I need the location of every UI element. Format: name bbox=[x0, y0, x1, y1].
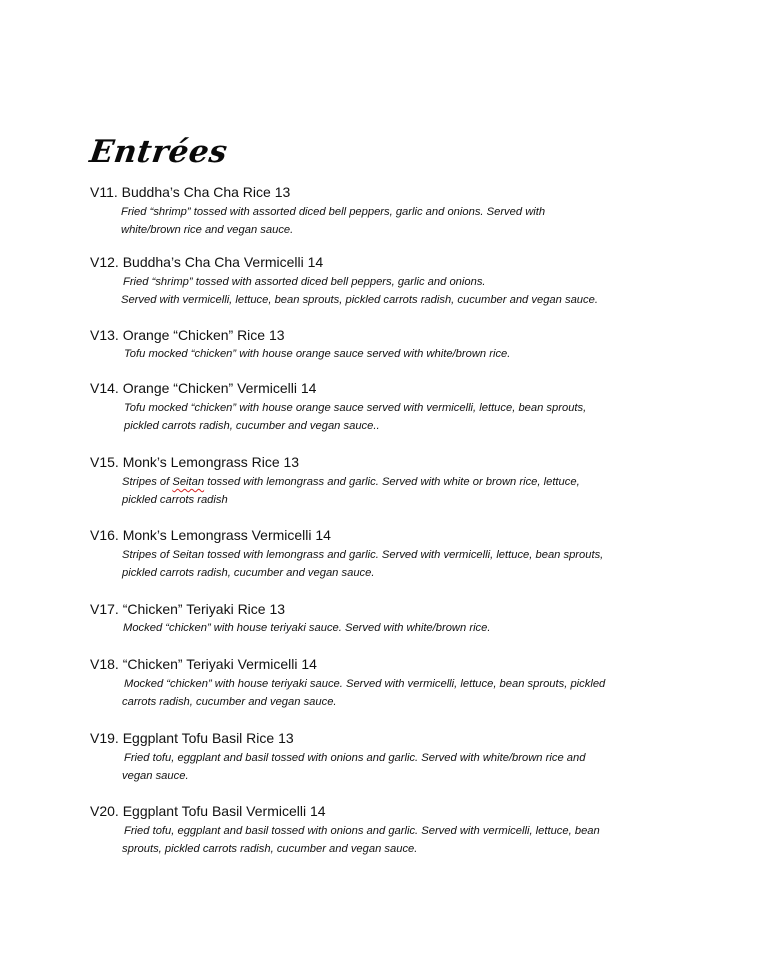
item-title: V17. “Chicken” Teriyaki Rice 13 bbox=[90, 601, 286, 617]
item-title: V18. “Chicken” Teriyaki Vermicelli 14 bbox=[90, 656, 317, 672]
description-line: sprouts, pickled carrots radish, cucumber and vegan sauce. bbox=[122, 843, 418, 855]
spellcheck-word: Seitan bbox=[172, 476, 205, 488]
description-line: Served with vermicelli, lettuce, bean sprouts, pickled carrots radish, cucumber and vegan sauce. bbox=[121, 294, 598, 306]
description-text: Stripes of bbox=[122, 476, 173, 488]
description-line: pickled carrots radish bbox=[122, 494, 228, 506]
description-line: Mocked “chicken” with house teriyaki sauce. Served with white/brown rice. bbox=[123, 622, 491, 634]
item-description bbox=[124, 399, 684, 435]
item-description bbox=[123, 619, 683, 637]
description-line: Mocked “chicken” with house teriyaki sauce. Served with vermicelli, lettuce, bean sprouts, pickled bbox=[124, 678, 606, 690]
description-line: carrots radish, cucumber and vegan sauce. bbox=[122, 696, 337, 708]
item-description bbox=[121, 203, 681, 239]
description-line: Fried tofu, eggplant and basil tossed with onions and garlic. Served with vermicelli, lettuce, bean bbox=[124, 825, 600, 837]
description-line: pickled carrots radish, cucumber and vegan sauce. bbox=[122, 567, 375, 579]
item-title: V20. Eggplant Tofu Basil Vermicelli 14 bbox=[90, 803, 326, 819]
item-description bbox=[122, 473, 682, 509]
item-title: V11. Buddha’s Cha Cha Rice 13 bbox=[90, 184, 291, 200]
item-title: V16. Monk’s Lemongrass Vermicelli 14 bbox=[90, 527, 331, 543]
description-text: tossed with lemongrass and garlic. Served with white or brown rice, lettuce, bbox=[204, 476, 580, 488]
description-line: pickled carrots radish, cucumber and vegan sauce.. bbox=[124, 420, 380, 432]
item-description bbox=[122, 675, 682, 711]
description-line: vegan sauce. bbox=[122, 770, 189, 782]
item-title: V15. Monk’s Lemongrass Rice 13 bbox=[90, 454, 300, 470]
item-title: V19. Eggplant Tofu Basil Rice 13 bbox=[90, 730, 294, 746]
description-line bbox=[122, 473, 682, 491]
item-description bbox=[124, 749, 684, 785]
description-line: Fried “shrimp” tossed with assorted diced bell peppers, garlic and onions. Served with bbox=[121, 206, 546, 218]
item-description bbox=[124, 345, 684, 363]
description-line: Stripes of Seitan tossed with lemongrass and garlic. Served with vermicelli, lettuce, bean sprouts, bbox=[122, 549, 604, 561]
description-line: Fried tofu, eggplant and basil tossed with onions and garlic. Served with white/brown rice and bbox=[124, 752, 586, 764]
item-title: V13. Orange “Chicken” Rice 13 bbox=[90, 327, 285, 343]
item-title: V12. Buddha’s Cha Cha Vermicelli 14 bbox=[90, 254, 324, 270]
section-heading: Entrées bbox=[87, 134, 230, 170]
item-title: V14. Orange “Chicken” Vermicelli 14 bbox=[90, 380, 317, 396]
description-line: Fried “shrimp” tossed with assorted diced bell peppers, garlic and onions. bbox=[123, 276, 486, 288]
item-description bbox=[123, 273, 683, 309]
item-description bbox=[122, 546, 682, 582]
description-line: white/brown rice and vegan sauce. bbox=[121, 224, 294, 236]
description-line: Tofu mocked “chicken” with house orange sauce served with vermicelli, lettuce, bean sprouts, bbox=[124, 402, 587, 414]
item-description bbox=[124, 822, 684, 858]
description-line: Tofu mocked “chicken” with house orange sauce served with white/brown rice. bbox=[124, 348, 511, 360]
